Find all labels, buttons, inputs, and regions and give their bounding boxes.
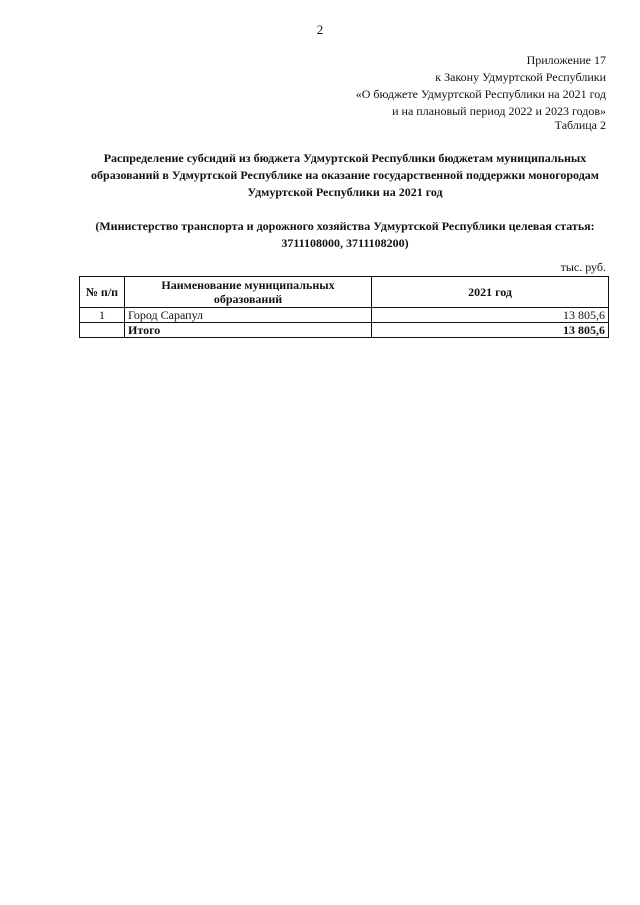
appendix-line: и на плановый период 2022 и 2023 годов» [392,104,606,118]
table-header-row [80,277,609,308]
appendix-line: Приложение 17 [526,53,606,67]
row-value: 13 805,6 [372,308,609,323]
title-line: образований в Удмуртской Республике на оказание государственной поддержки моногородам [91,168,599,182]
row-name: Город Сарапул [125,308,372,323]
total-row [80,323,609,338]
total-label: Итого [125,323,372,338]
appendix-block [356,52,606,120]
table-row [80,308,609,323]
row-number: 1 [80,308,125,323]
page-number: 2 [316,22,324,37]
subtitle-line: 3711108000, 3711108200) [281,236,409,250]
total-value: 13 805,6 [372,323,609,338]
appendix-line: к Закону Удмуртской Республики [435,70,606,84]
total-number-cell [80,323,125,338]
title-line: Удмуртской Республики на 2021 год [247,185,443,199]
title-line: Распределение субсидий из бюджета Удмуртской Республики бюджетам муниципальных [103,151,587,165]
appendix-line: «О бюджете Удмуртской Республики на 2021 год [355,87,606,101]
document-subtitle [80,218,610,252]
header-year: 2021 год [372,277,609,308]
subsidy-table [79,276,609,338]
header-name: Наименование муниципальных образований [125,277,372,308]
table-label: Таблица 2 [554,118,606,132]
document-title [70,150,620,201]
header-number: № п/п [80,277,125,308]
unit-label: тыс. руб. [560,260,606,274]
subtitle-line: (Министерство транспорта и дорожного хозяйства Удмуртской Республики целевая статья: [95,219,595,233]
